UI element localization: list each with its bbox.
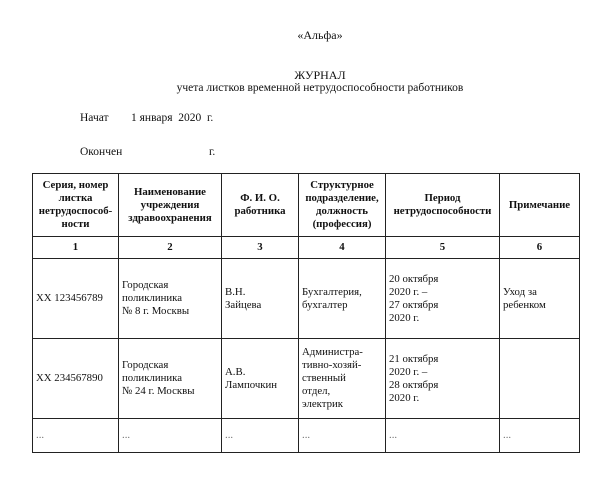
table-cell: Администра- тивно-хозяй- ственный отдел, электрик (299, 339, 386, 419)
table-row (33, 259, 580, 339)
table-cell: В.Н. Зайцева (222, 259, 299, 339)
ended-suffix: г. (209, 146, 216, 158)
table-cell: ... (119, 419, 222, 453)
column-number: 5 (386, 237, 500, 259)
started-value: 1 января 2020 г. (131, 112, 214, 124)
column-number: 2 (119, 237, 222, 259)
ended-label: Окончен (80, 146, 123, 158)
column-number: 6 (500, 237, 580, 259)
column-number: 3 (222, 237, 299, 259)
header-row (33, 174, 580, 237)
document-title: ЖУРНАЛ (294, 68, 346, 82)
table-cell: XX 234567890 (33, 339, 119, 419)
table-cell: 21 октября 2020 г. – 28 октября 2020 г. (386, 339, 500, 419)
document-subtitle: учета листков временной нетрудоспособности работников (176, 82, 464, 94)
table-row (33, 419, 580, 453)
sick-leave-journal-table (32, 173, 580, 453)
table-cell: Бухгалтерия, бухгалтер (299, 259, 386, 339)
table-cell: ... (299, 419, 386, 453)
table-cell: А.В. Лампочкин (222, 339, 299, 419)
started-label: Начат (80, 112, 109, 124)
table-cell: ... (386, 419, 500, 453)
header-note: Примечание (500, 174, 580, 237)
header-period: Период нетрудоспособности (386, 174, 500, 237)
table-cell: XX 123456789 (33, 259, 119, 339)
header-series-number: Серия, номер листка нетрудоспособ- ности (33, 174, 119, 237)
header-institution: Наименование учреждения здравоохранения (119, 174, 222, 237)
column-number-row (33, 237, 580, 259)
organization-name: «Альфа» (297, 28, 343, 42)
header-employee-name: Ф. И. О. работника (222, 174, 299, 237)
column-number: 4 (299, 237, 386, 259)
table-row (33, 339, 580, 419)
table-cell: Городская поликлиника № 24 г. Москвы (119, 339, 222, 419)
header-department-position: Структурное подразделение, должность (профессия) (299, 174, 386, 237)
column-number: 1 (33, 237, 119, 259)
table-cell (500, 339, 580, 419)
table-cell: Уход за ребенком (500, 259, 580, 339)
table-cell: 20 октября 2020 г. – 27 октября 2020 г. (386, 259, 500, 339)
table-cell: ... (222, 419, 299, 453)
table-cell: Городская поликлиника № 8 г. Москвы (119, 259, 222, 339)
table-cell: ... (33, 419, 119, 453)
table-cell: ... (500, 419, 580, 453)
